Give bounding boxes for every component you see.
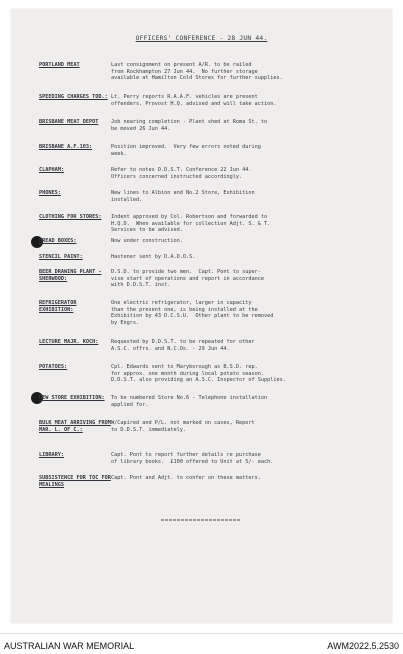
label-clothing: CLOTHING FOR STORES: bbox=[39, 214, 102, 220]
footer-bar bbox=[0, 633, 403, 654]
label-refrigerator: REFRIGERATOR EXHIBITION: bbox=[39, 300, 77, 313]
text-phones: New lines to Albion and No.2 Store, Exhibition installed. bbox=[111, 190, 255, 203]
label-phones: PHONES: bbox=[39, 190, 61, 196]
text-potatoes: Cpl. Edwards sent to Maryborough as B.S.D. rep. for approx. one month during local potato season. D.D.S.T. also providing an A.S.C. Inspector of Supplies. bbox=[111, 364, 286, 384]
label-new-store: NEW STORE EXHIBITION: bbox=[39, 395, 105, 401]
text-beer-plant: D.S.D. to provide two men. Capt. Pont to super- vise start of operations and report in accordance with D.D.S.T. inst. bbox=[111, 269, 265, 289]
text-bulk-meat: W/Capired and P/L. not marked on cases, Report to D.D.S.T. immediately. bbox=[111, 420, 255, 433]
label-potatoes: POTATOES: bbox=[39, 364, 68, 370]
label-beer-plant: BEER DRAWING PLANT - SHERWOOD: bbox=[39, 269, 102, 282]
label-portland-meat: PORTLAND MEAT bbox=[39, 62, 80, 68]
text-subsistence: Capt. Pont and Adjt. to confer on these matters. bbox=[111, 475, 261, 481]
text-bread-boxes: Now under construction. bbox=[111, 238, 183, 244]
footer-accession-number: AWM2022.5.2530 bbox=[327, 641, 399, 651]
signature-mark bbox=[161, 519, 241, 521]
label-stencil-paint: STENCIL PAINT: bbox=[39, 254, 83, 260]
label-bulk-meat: BULK MEAT ARRIVING FROM MAR. L. OF C.: bbox=[39, 420, 111, 433]
label-subsistence: SUBSISTENCE FOR TOC FOR MEALINGS bbox=[39, 475, 111, 488]
footer-credit: AUSTRALIAN WAR MEMORIAL bbox=[4, 641, 135, 651]
text-clapham: Refer to notes D.D.S.T. Conference 22 Jun 44. Officers concerned instructed accordingly. bbox=[111, 167, 252, 180]
label-meat-depot: BRISBANE MEAT DEPOT bbox=[39, 119, 99, 125]
text-af103: Position improved. Very few errors noted during week. bbox=[111, 144, 261, 157]
text-new-store: To be numbered Store No.6 - Telephone installation applied for. bbox=[111, 395, 268, 408]
document-page bbox=[11, 9, 392, 623]
label-af103: BRISBANE A.F.103: bbox=[39, 144, 93, 150]
label-clapham: CLAPHAM: bbox=[39, 167, 64, 173]
text-portland-meat: Last consignment on present A/R. to be railed from Rockhampton 27 Jun 44. No further storage available at Hamilton Cold Stores for further supplies. bbox=[111, 62, 283, 82]
text-stencil-paint: Hastener sent by D.A.D.O.S. bbox=[111, 254, 196, 260]
text-speeding: Lt. Perry reports R.A.A.F. vehicles are present offenders. Provost H.Q. advised and will take action. bbox=[111, 94, 277, 107]
page-title: OFFICERS' CONFERENCE - 28 JUN 44. bbox=[135, 35, 268, 42]
label-library: LIBRARY: bbox=[39, 452, 64, 458]
text-library: Capt. Pont to report further details re purchase of library books. £100 offered to Unit at 5/- each. bbox=[111, 452, 274, 465]
label-bread-boxes: BREAD BOXES: bbox=[39, 238, 77, 244]
label-lecture: LECTURE MAJR. KOCH: bbox=[39, 339, 99, 345]
label-speeding: SPEEDING CHARGES TOD.: bbox=[39, 94, 108, 100]
text-clothing: Indent approved by Col. Robertson and forwarded to H.Q.D. When available for collection Adjt. S. & T. Services to be advised. bbox=[111, 214, 271, 234]
text-meat-depot: Job nearing completion - Plant shed at Roma St. to be moved 26 Jun 44. bbox=[111, 119, 268, 132]
text-lecture: Requested by D.D.S.T. to be repeated for other A.S.C. offrs. and N.C.Os. - 29 Jun 44. bbox=[111, 339, 255, 352]
text-refrigerator: One electric refrigerator, larger in capacity than the present one, is being installed at the Exhibition by 43 D.C.S.U. Other plant to be removed by Engrs. bbox=[111, 300, 274, 326]
